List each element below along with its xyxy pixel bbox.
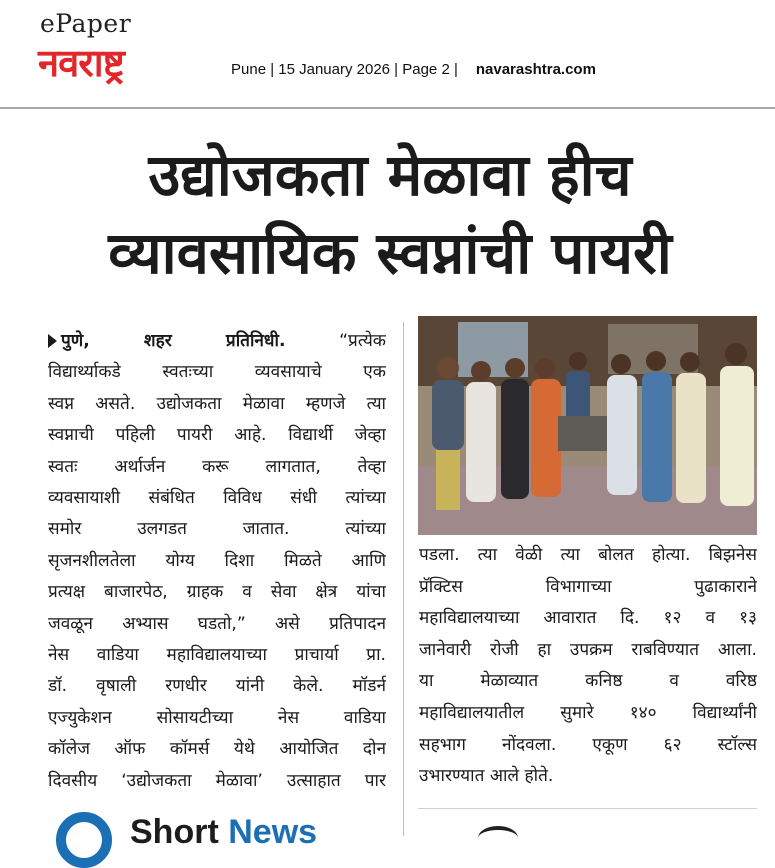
event-photo: [418, 316, 757, 535]
epaper-label: ePaper: [40, 9, 132, 38]
col2-line: सहभाग नोंदवला. एकूण ६२ स्टॉल्स: [419, 734, 757, 755]
col1-line: [48, 326, 386, 357]
col1-line: डॉ. वृषाली रणधीर यांनी केले. मॉडर्न: [48, 676, 386, 697]
col2-line: पडला. त्या वेळी त्या बोलत होत्या. बिझनेस: [419, 545, 757, 565]
col1-line: सृजनशीलतेला योग्य दिशा मिळते आणि: [48, 550, 386, 571]
col1-line: एज्युकेशन सोसायटीच्या नेस वाडिया: [48, 707, 386, 728]
col1-line: स्वप्नाची पहिली पायरी आहे. विद्यार्थी जेव्हा: [48, 425, 386, 446]
byline: पुणे, शहर प्रतिनिधी.: [61, 331, 286, 351]
short-news-heading: [130, 812, 317, 852]
short-news-label-a: Short: [130, 813, 219, 851]
col1-line: नेस वाडिया महाविद्यालयाच्या प्राचार्या प्रा.: [48, 645, 386, 666]
col1-line: विद्यार्थ्याकडे स्वतःच्या व्यवसायाचे एक: [48, 362, 386, 383]
col2-line: जानेवारी रोजी हा उपक्रम राबविण्यात आला.: [419, 639, 757, 660]
event-photo-illustration: [418, 316, 757, 535]
edition-meta: [231, 61, 596, 78]
col2-line: महाविद्यालयाच्या आवारात दि. १२ व १३: [419, 608, 757, 629]
masthead: [0, 0, 775, 108]
headline-line-2: व्यावसायिक स्वप्नांची पायरी: [108, 219, 672, 287]
article-column-2: [419, 540, 757, 793]
col2-line: या मेळाव्यात कनिष्ठ व वरिष्ठ: [419, 671, 757, 692]
cropped-graphic: [478, 826, 518, 850]
col1-line: प्रत्यक्ष बाजारपेठ, ग्राहक व सेवा क्षेत्र यांचा: [48, 582, 386, 603]
edition-info: Pune | 15 January 2026 | Page 2 |: [231, 61, 458, 78]
col2-line: महाविद्यालयातील सुमारे १४० विद्यार्थ्यांनी: [419, 702, 757, 723]
site-link[interactable]: navarashtra.com: [475, 61, 596, 78]
play-triangle-icon: [48, 334, 57, 348]
col1-text: “प्रत्येक: [339, 331, 386, 351]
column-divider: [403, 322, 404, 836]
bottom-divider: [418, 808, 757, 809]
article-headline: [30, 136, 750, 292]
article-column-1: [48, 326, 386, 797]
col1-line: दिवसीय ‘उद्योजकता मेळावा’ उत्साहात पार: [48, 770, 386, 791]
col2-line: प्रॅक्टिस विभागाच्या पुढाकाराने: [419, 576, 757, 597]
header-divider: [0, 107, 775, 109]
brand-logo[interactable]: नवराष्ट्र: [38, 41, 124, 85]
short-news-label-b: News: [228, 813, 318, 851]
col1-line: व्यवसायाशी संबंधित विविध संधी त्यांच्या: [48, 488, 386, 509]
col1-line: स्वतः अर्थार्जन करू लागतात, तेव्हा: [48, 456, 386, 477]
col2-line: उभारण्यात आले होते.: [419, 766, 554, 787]
short-news-icon: [56, 812, 112, 868]
col1-line: समोर उलगडत जातात. त्यांच्या: [48, 519, 386, 540]
col1-line: जवळून अभ्यास घडतो,” असे प्रतिपादन: [48, 613, 386, 634]
col1-line: स्वप्न असते. उद्योजकता मेळावा म्हणजे त्या: [48, 393, 386, 414]
col1-line: कॉलेज ऑफ कॉमर्स येथे आयोजित दोन: [48, 739, 386, 760]
headline-line-1: उद्योजकता मेळावा हीच: [148, 141, 632, 209]
